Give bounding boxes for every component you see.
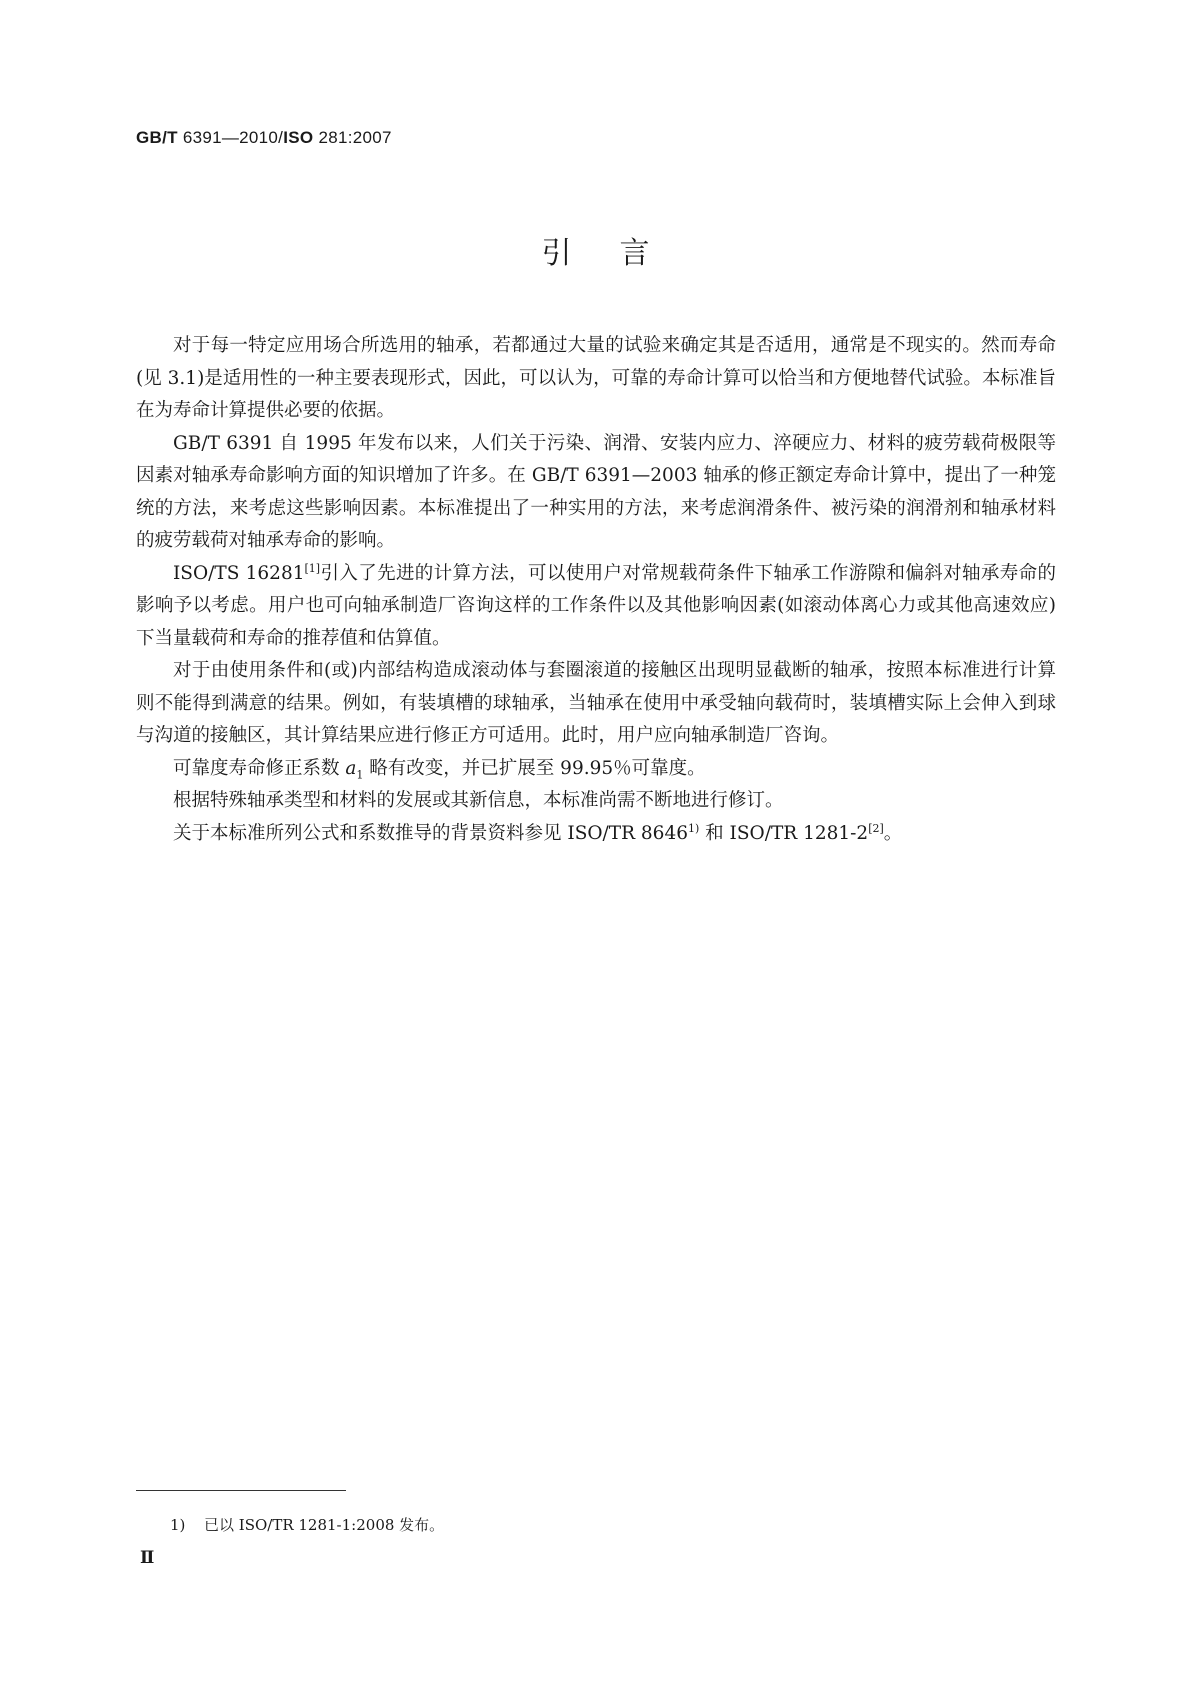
paragraph-5-text-end: 略有改变，并已扩展至 99.95％可靠度。 xyxy=(363,757,706,779)
paragraph-7-text-start: 关于本标准所列公式和系数推导的背景资料参见 ISO/TR 8646 xyxy=(173,822,688,844)
footnote-divider xyxy=(136,1490,346,1491)
reliability-factor-symbol: a xyxy=(345,757,357,779)
standard-code-iso-number: 281:2007 xyxy=(318,128,392,147)
paragraph-3-text: 引入了先进的计算方法，可以使用户对常规载荷条件下轴承工作游隙和偏斜对轴承寿命的影响予以考虑。用户也可向轴承制造厂咨询这样的工作条件以及其他影响因素(如滚动体离心力或其他高速效应)下当量载荷和寿命的推荐值和估算值。 xyxy=(136,562,1056,649)
page-title: 引言 xyxy=(541,236,698,271)
footnote-text: 已以 ISO/TR 1281-1:2008 发布。 xyxy=(204,1516,445,1534)
paragraph-4: 对于由使用条件和(或)内部结构造成滚动体与套圈滚道的接触区出现明显截断的轴承，按照本标准进行计算则不能得到满意的结果。例如，有装填槽的球轴承，当轴承在使用中承受轴向载荷时，装填槽实际上会伸入到球与沟道的接触区，其计算结果应进行修正方可适用。此时，用户应向轴承制造厂咨询。 xyxy=(136,660,1056,746)
footnote-1 xyxy=(170,1514,444,1535)
paragraph-7 xyxy=(136,818,1056,851)
standard-code-header xyxy=(136,128,392,148)
standard-code-prefix: GB/T xyxy=(136,128,178,147)
page-number: Ⅱ xyxy=(140,1548,155,1568)
introduction-body xyxy=(136,330,1056,850)
footnote-mark: 1) xyxy=(170,1516,186,1534)
reliability-factor-subscript: 1 xyxy=(356,768,364,782)
citation-ref-1: [1] xyxy=(304,561,321,575)
paragraph-7-text-end: 。 xyxy=(883,822,903,844)
paragraph-1: 对于每一特定应用场合所选用的轴承，若都通过大量的试验来确定其是否适用，通常是不现实的。然而寿命(见 3.1)是适用性的一种主要表现形式，因此，可以认为，可靠的寿命计算可以恰当和方便地替代试验。本标准旨在为寿命计算提供必要的依据。 xyxy=(136,335,1056,421)
footnote-ref-1: 1) xyxy=(688,821,700,835)
paragraph-3 xyxy=(136,558,1056,656)
citation-ref-2: [2] xyxy=(868,821,884,835)
paragraph-3-ref-doc: ISO/TS 16281 xyxy=(173,562,305,584)
paragraph-6: 根据特殊轴承类型和材料的发展或其新信息，本标准尚需不断地进行修订。 xyxy=(173,790,784,811)
paragraph-5 xyxy=(136,753,1056,786)
standard-code-iso-prefix: ISO xyxy=(283,128,314,147)
paragraph-2: GB/T 6391 自 1995 年发布以来，人们关于污染、润滑、安装内应力、淬硬应力、材料的疲劳载荷极限等因素对轴承寿命影响方面的知识增加了许多。在 GB/T 6391—2003 轴承的修正额定寿命计算中，提出了一种笼统的方法，来考虑这些影响因素。本标准提出了一种实用的方法，来考虑润滑条件、被污染的润滑剂和轴承材料的疲劳载荷对轴承寿命的影响。 xyxy=(136,432,1056,551)
paragraph-7-text-mid: 和 ISO/TR 1281-2 xyxy=(699,822,869,844)
standard-code-number: 6391—2010/ xyxy=(182,128,284,147)
paragraph-5-text-start: 可靠度寿命修正系数 xyxy=(173,757,346,779)
